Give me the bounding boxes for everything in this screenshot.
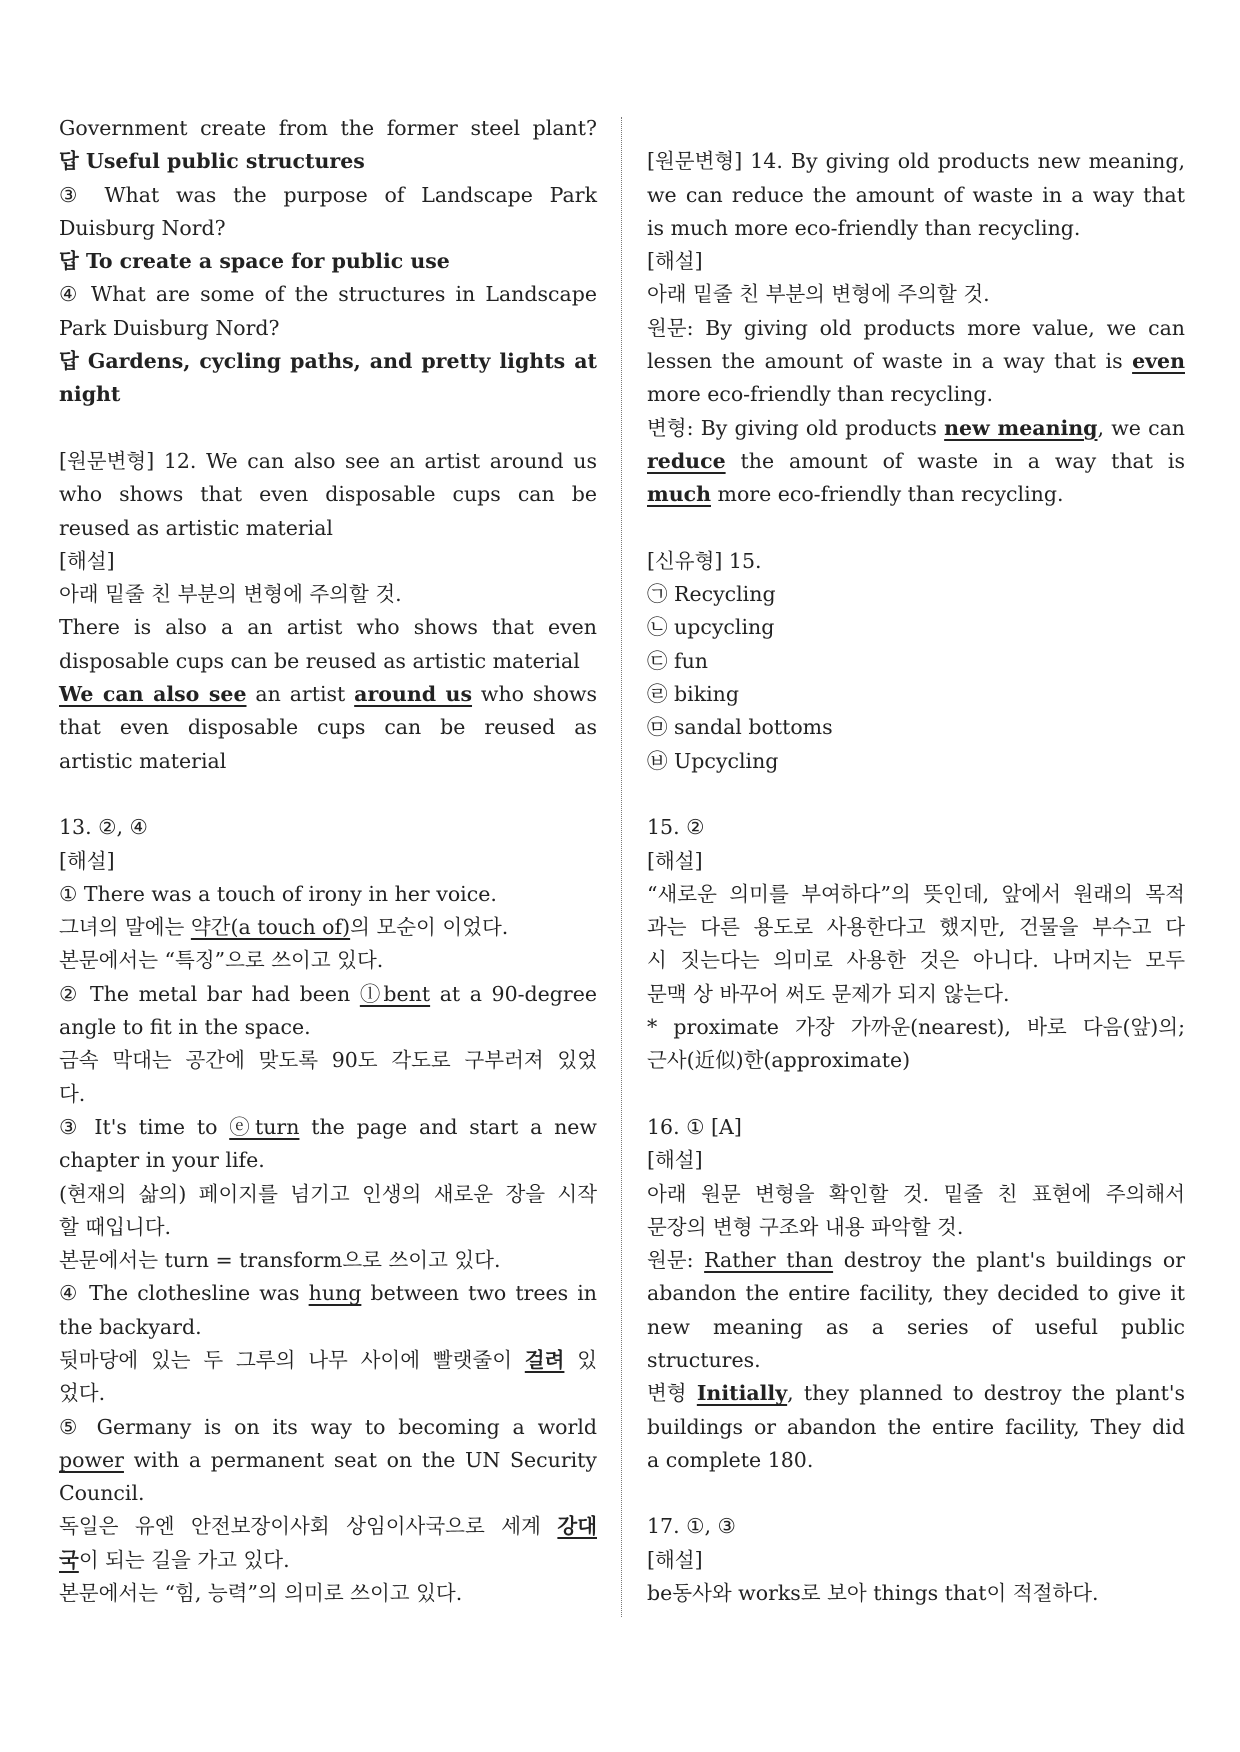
q15-line-5: * proximate 가장 가까운(nearest), 바로 다음(앞)의;: [647, 1015, 1185, 1040]
q12-line-2: who shows that even disposable cups can be: [59, 482, 597, 507]
q13-s5-en: ⑤ Germany is on its way to becoming a world: [59, 1414, 597, 1439]
q14-line-3: is much more eco-friendly than recycling.: [647, 215, 1081, 240]
q15-explanation-label: [해설]: [647, 848, 703, 873]
q12-modified-2: that even disposable cups can be reused as: [59, 715, 597, 740]
q13-s3-ko-cont: 할 때입니다.: [59, 1214, 172, 1239]
q11-answer-4-cont: night: [59, 382, 121, 407]
q13-s3-ko: (현재의 삶의) 페이지를 넘기고 인생의 새로운 장을 시작: [59, 1181, 597, 1206]
left-column: [59, 112, 597, 1610]
q12-line-3: reused as artistic material: [59, 515, 333, 540]
q14-explanation-label: [해설]: [647, 249, 703, 274]
q17-explanation-label: [해설]: [647, 1547, 703, 1572]
list-item: ㉡ upcycling: [647, 615, 775, 640]
q13-s3-en-cont: chapter in your life.: [59, 1148, 265, 1173]
q14-note: 아래 밑줄 친 부분의 변형에 주의할 것.: [647, 282, 990, 307]
q15-new-head: [신유형] 15.: [647, 548, 762, 573]
q16-explanation-label: [해설]: [647, 1148, 703, 1173]
q14-original-1: 원문: By giving old products more value, we can: [647, 315, 1185, 340]
q13-s3-en: ③ It's time to ⓔturn the page and start a new: [59, 1114, 597, 1139]
q11-question-3-cont: Duisburg Nord?: [59, 215, 226, 240]
q16-line-2: 문장의 변형 구조와 내용 파악할 것.: [647, 1214, 964, 1239]
q13-explanation-label: [해설]: [59, 848, 115, 873]
list-item: ㉠ Recycling: [647, 582, 776, 607]
q16-modified-3: a complete 180.: [647, 1447, 814, 1472]
q11-answer-3: 답 To create a space for public use: [59, 249, 450, 274]
q14-line-2: we can reduce the amount of waste in a way that: [647, 182, 1185, 207]
q16-original-1: 원문: Rather than destroy the plant's buildings or: [647, 1248, 1186, 1273]
q13-s3-note: 본문에서는 turn = transform으로 쓰이고 있다.: [59, 1248, 501, 1273]
q13-s2-en-cont: angle to fit in the space.: [59, 1015, 311, 1040]
q16-original-4: structures.: [647, 1347, 761, 1372]
q11-answer-2: 답 Useful public structures: [59, 149, 365, 174]
q14-original-3: more eco-friendly than recycling.: [647, 382, 993, 407]
q15-head: 15. ②: [647, 815, 705, 840]
q13-s5-en-3: Council.: [59, 1481, 145, 1506]
list-item: ㉤ sandal bottoms: [647, 715, 833, 740]
q13-s2-ko: 금속 막대는 공간에 맞도록 90도 각도로 구부러져 있었: [59, 1048, 597, 1073]
q13-s4-en-cont: the backyard.: [59, 1314, 202, 1339]
q12-original-2: disposable cups can be reused as artistic material: [59, 648, 580, 673]
q12-note: 아래 밑줄 친 부분의 변형에 주의할 것.: [59, 582, 402, 607]
q14-original-2: lessen the amount of waste in a way that is even: [647, 349, 1185, 374]
q13-s4-ko-cont: 었다.: [59, 1381, 106, 1406]
q11-question-3: ③ What was the purpose of Landscape Park: [59, 182, 597, 207]
q12-modified-3: artistic material: [59, 748, 227, 773]
list-item: ㉥ Upcycling: [647, 748, 779, 773]
q14-modified-1: 변형: By giving old products new meaning, we can: [647, 415, 1185, 440]
list-item: ㉣ biking: [647, 682, 739, 707]
q13-s1-ko: 그녀의 말에는 약간(a touch of)의 모순이 이었다.: [59, 915, 509, 940]
q12-modified-1: We can also see an artist around us who shows: [59, 682, 598, 707]
q14-modified-3: much more eco-friendly than recycling.: [647, 482, 1064, 507]
q17-head: 17. ①, ③: [647, 1514, 736, 1539]
q14-modified-2: reduce the amount of waste in a way that is: [647, 448, 1185, 473]
q16-original-2: abandon the entire facility, they decided to give it: [647, 1281, 1185, 1306]
q16-modified-1: 변형 Initially, they planned to destroy the plant's: [647, 1381, 1186, 1406]
column-divider: [621, 117, 622, 1617]
q15-line-1: “새로운 의미를 부여하다”의 뜻인데, 앞에서 원래의 목적: [647, 881, 1185, 906]
q13-s1-note: 본문에서는 “특징”으로 쓰이고 있다.: [59, 948, 384, 973]
q16-modified-2: buildings or abandon the entire facility, They did: [647, 1414, 1185, 1439]
q12-line-1: [원문변형] 12. We can also see an artist around us: [59, 448, 597, 473]
q12-explanation-label: [해설]: [59, 548, 115, 573]
q12-original-1: There is also a an artist who shows that even: [59, 615, 597, 640]
q13-s4-en: ④ The clothesline was hung between two trees in: [59, 1281, 598, 1306]
q13-s2-ko-cont: 다.: [59, 1081, 86, 1106]
q16-original-3: new meaning as a series of useful public: [647, 1314, 1185, 1339]
q13-s5-ko: 독일은 유엔 안전보장이사회 상임이사국으로 세계 강대: [59, 1514, 597, 1539]
q11-question-4-cont: Park Duisburg Nord?: [59, 315, 280, 340]
q13-s2-en: ② The metal bar had been ⓛbent at a 90-degree: [59, 981, 597, 1006]
q16-line-1: 아래 원문 변형을 확인할 것. 밑줄 친 표현에 주의해서: [647, 1181, 1185, 1206]
q15-line-2: 과는 다른 용도로 사용한다고 했지만, 건물을 부수고 다: [647, 915, 1185, 940]
q16-head: 16. ① [A]: [647, 1114, 742, 1139]
q13-s4-ko: 뒷마당에 있는 두 그루의 나무 사이에 빨랫줄이 걸려 있: [59, 1347, 597, 1372]
q11-question-4: ④ What are some of the structures in Landscape: [59, 282, 597, 307]
q11-question-tail: Government create from the former steel plant?: [59, 116, 597, 140]
q14-line-1: [원문변형] 14. By giving old products new meaning,: [647, 149, 1185, 174]
q15-line-4: 문맥 상 바꾸어 써도 문제가 되지 않는다.: [647, 981, 1010, 1006]
q17-line: be동사와 works로 보아 things that이 적절하다.: [647, 1581, 1099, 1606]
q11-answer-4: 답 Gardens, cycling paths, and pretty lights at: [59, 349, 597, 374]
list-item: ㉢ fun: [647, 648, 709, 673]
q13-s5-note: 본문에서는 “힘, 능력”의 의미로 쓰이고 있다.: [59, 1581, 463, 1606]
q15-line-3: 시 짓는다는 의미로 사용한 것은 아니다. 나머지는 모두: [647, 948, 1185, 973]
q15-line-6: 근사(近似)한(approximate): [647, 1048, 911, 1073]
right-column: [647, 112, 1185, 1610]
q13-s5-ko-cont: 국이 되는 길을 가고 있다.: [59, 1547, 290, 1572]
q13-s1-en: ① There was a touch of irony in her voice.: [59, 881, 497, 906]
q13-s5-en-2: power with a permanent seat on the UN Security: [59, 1447, 597, 1472]
q13-head: 13. ②, ④: [59, 815, 148, 840]
